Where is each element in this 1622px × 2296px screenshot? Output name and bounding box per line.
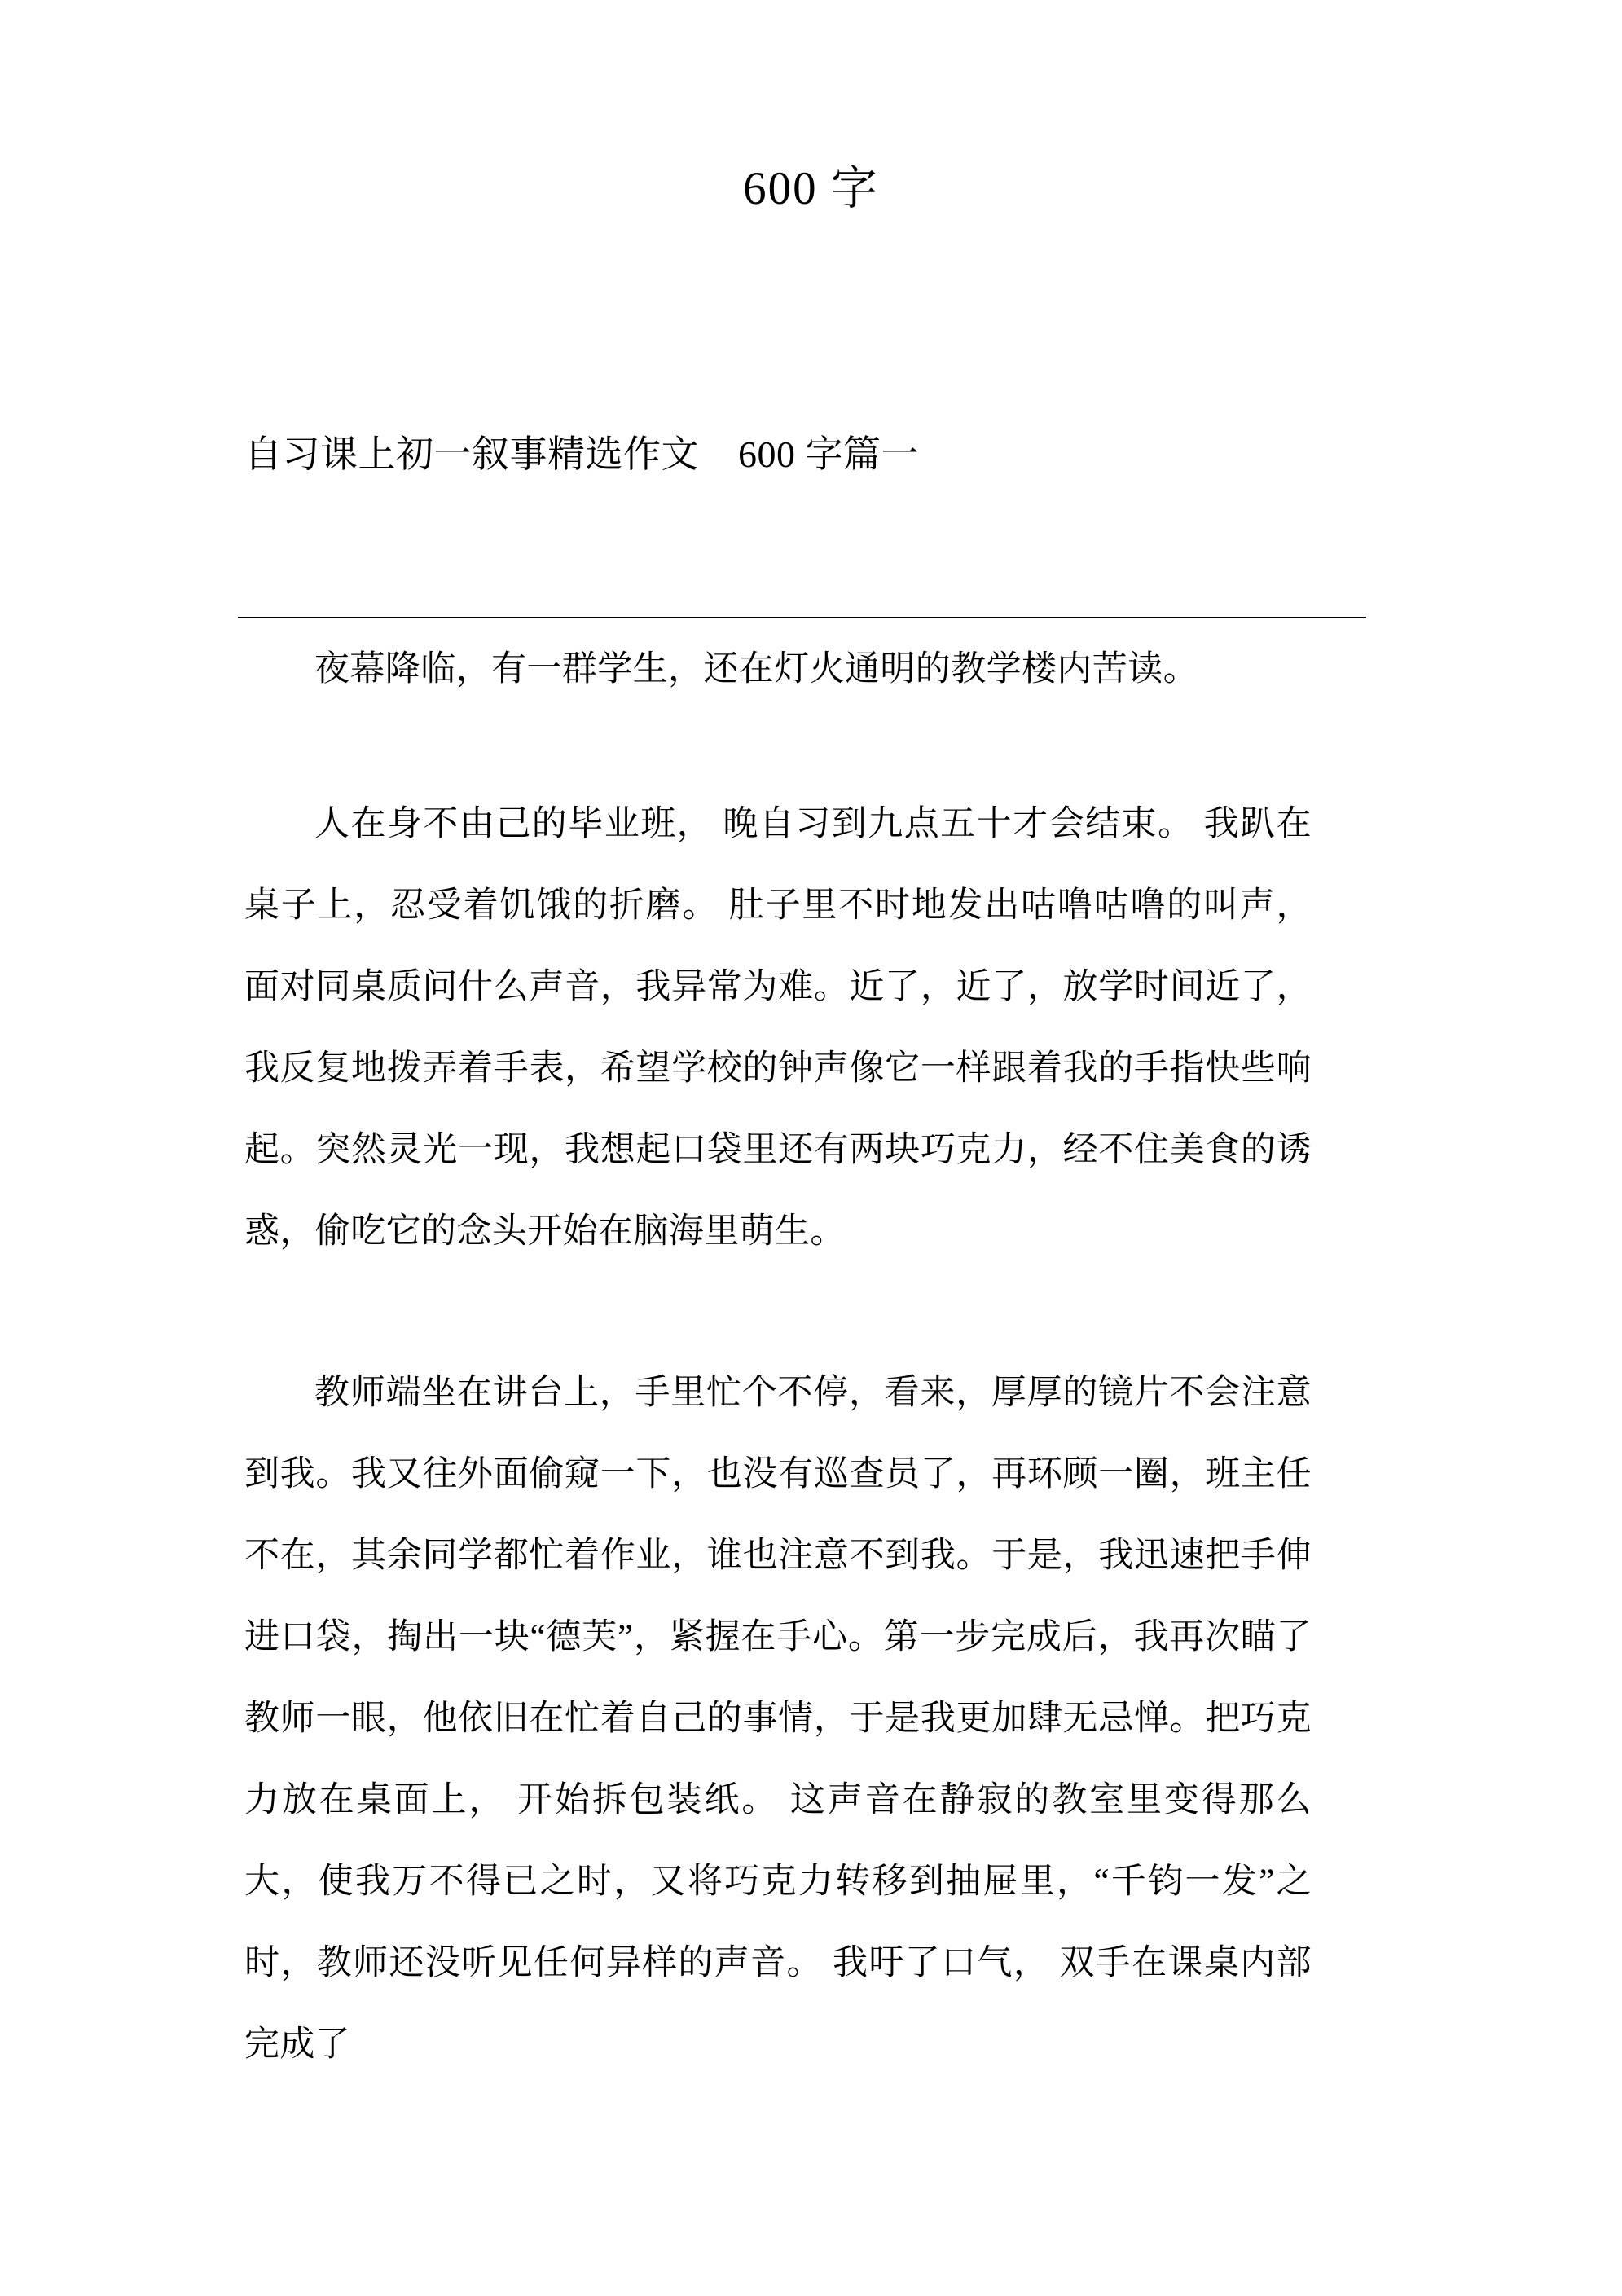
paragraph-3: 教师端坐在讲台上，手里忙个不停，看来，厚厚的镜片不会注意到我。我又往外面偷窥一下，也没有巡查员了，再环顾一圈，班主任不在，其余同学都忙着作业，谁也注意不到我。于是，我迅速把手伸进口袋，掏出一块“德芙”，紧握在手心。第一步完成后，我再次瞄了教师一眼，他依旧在忙着自己的事情，于是我更加肆无忌惮。把巧克力放在桌面上， 开始拆包装纸。 这声音在静寂的教室里变得那么大，使我万不得已之时，又将巧克力转移到抽屉里，“千钧一发”之时，教师还没听见任何异样的声音。 我吁了口气， 双手在课桌内部完成了 bbox=[244, 1374, 1312, 2064]
body-text-container bbox=[244, 618, 1312, 2086]
page-title: 600 字 bbox=[743, 163, 879, 214]
paragraph-2: 人在身不由己的毕业班， 晚自习到九点五十才会结束。 我趴在桌子上，忍受着饥饿的折磨。 肚子里不时地发出咕噜咕噜的叫声，面对同桌质问什么声音，我异常为难。近了，近了，放学时间近了，我反复地拨弄着手表，希望学校的钟声像它一样跟着我的手指快些响起。突然灵光一现，我想起口袋里还有两块巧克力，经不住美食的诱惑，偷吃它的念头开始在脑海里萌生。 bbox=[244, 805, 1312, 1251]
paragraph-1: 夜幕降临，有一群学生，还在灯火通明的教学楼内苦读。 bbox=[314, 650, 1198, 688]
essay-heading: 自习课上初一叙事精选作文 600 字篇一 bbox=[244, 433, 919, 475]
